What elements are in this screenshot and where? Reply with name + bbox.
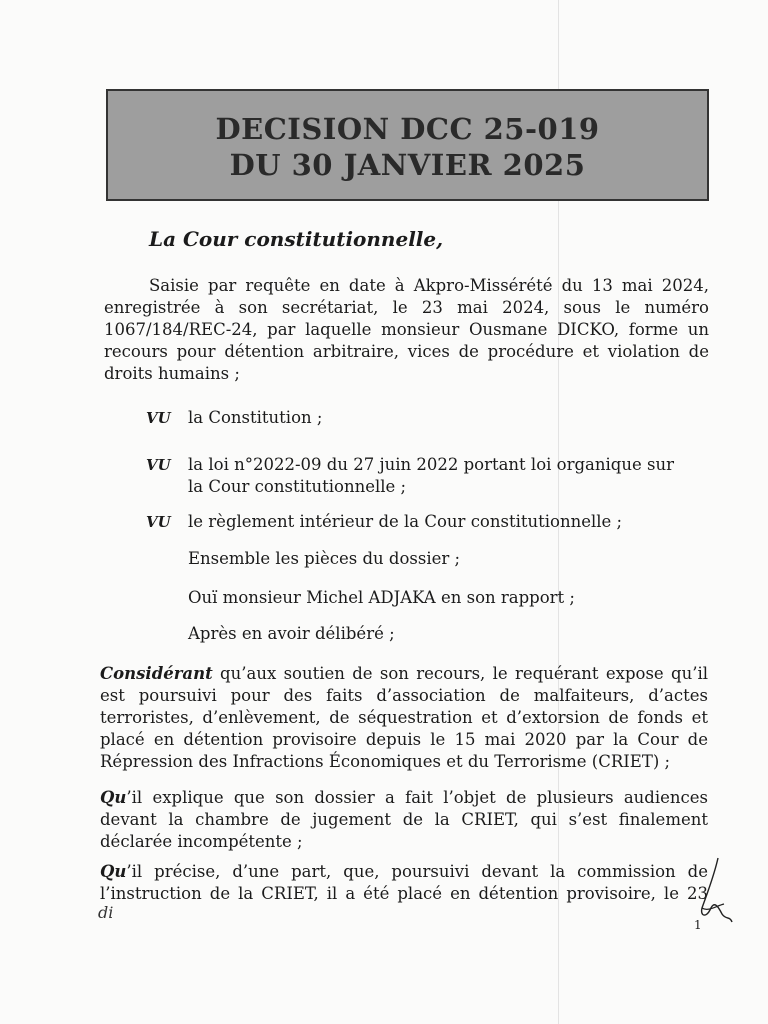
considerant-line-2: est poursuivi pour des faits d’association de malfaiteurs, d’actes bbox=[100, 686, 708, 705]
intro-line-2: enregistrée à son secrétariat, le 23 mai 2024, sous le numéro bbox=[104, 298, 709, 317]
oui-rapport: Ouï monsieur Michel ADJAKA en son rapport ; bbox=[188, 588, 575, 607]
considerant-first-line: qu’aux soutien de son recours, le requérant expose qu’il bbox=[212, 664, 708, 683]
vu-label: VU bbox=[146, 513, 171, 531]
vu-text: le règlement intérieur de la Cour constitutionnelle ; bbox=[188, 512, 623, 531]
qu1-line-2: devant la chambre de jugement de la CRIET, qui s’est finalement bbox=[100, 810, 708, 829]
qu1-first-line: ’il explique que son dossier a fait l’objet de plusieurs audiences bbox=[126, 788, 708, 807]
intro-line-4: recours pour détention arbitraire, vices de procédure et violation de bbox=[104, 342, 709, 361]
vu-text-line-1: la loi n°2022-09 du 27 juin 2022 portant loi organique sur bbox=[188, 455, 674, 474]
vu-text: la Constitution ; bbox=[188, 408, 323, 427]
ensemble-pieces: Ensemble les pièces du dossier ; bbox=[188, 549, 461, 568]
decision-title-line-2: DU 30 JANVIER 2025 bbox=[229, 148, 586, 182]
vu-label: VU bbox=[146, 409, 171, 427]
decision-title-line-1: DECISION DCC 25-019 bbox=[215, 112, 600, 146]
considerant-line-1 bbox=[100, 663, 708, 685]
qu1-line-3: déclarée incompétente ; bbox=[100, 832, 303, 851]
qu-keyword: Qu bbox=[100, 788, 127, 807]
considerant-keyword: Considérant bbox=[100, 664, 213, 683]
vu-text-line-2: la Cour constitutionnelle ; bbox=[188, 477, 407, 496]
vu-label: VU bbox=[146, 456, 171, 474]
intro-line-5: droits humains ; bbox=[104, 364, 240, 383]
court-heading: La Cour constitutionnelle, bbox=[149, 227, 444, 251]
intro-line-3: 1067/184/REC-24, par laquelle monsieur Ousmane DICKO, forme un bbox=[104, 320, 709, 339]
qu-keyword: Qu bbox=[100, 862, 127, 881]
considerant-line-5: Répression des Infractions Économiques et du Terrorisme (CRIET) ; bbox=[100, 752, 671, 771]
considerant-line-4: placé en détention provisoire depuis le 15 mai 2020 par la Cour de bbox=[100, 730, 708, 749]
qu2-line-1 bbox=[100, 861, 708, 883]
considerant-line-3: terroristes, d’enlèvement, de séquestration et d’extorsion de fonds et bbox=[100, 708, 708, 727]
apres-delibere: Après en avoir délibéré ; bbox=[188, 624, 395, 643]
decision-title-box bbox=[106, 89, 709, 201]
qu1-line-1 bbox=[100, 787, 708, 809]
qu2-first-line: ’il précise, d’une part, que, poursuivi devant la commission de bbox=[126, 862, 708, 881]
qu2-line-2: l’instruction de la CRIET, il a été placé en détention provisoire, le 23 bbox=[100, 884, 708, 903]
intro-line-1: Saisie par requête en date à Akpro-Missérété du 13 mai 2024, bbox=[149, 276, 709, 295]
page-number: 1 bbox=[694, 918, 702, 932]
paraph-initials: di bbox=[98, 903, 114, 922]
